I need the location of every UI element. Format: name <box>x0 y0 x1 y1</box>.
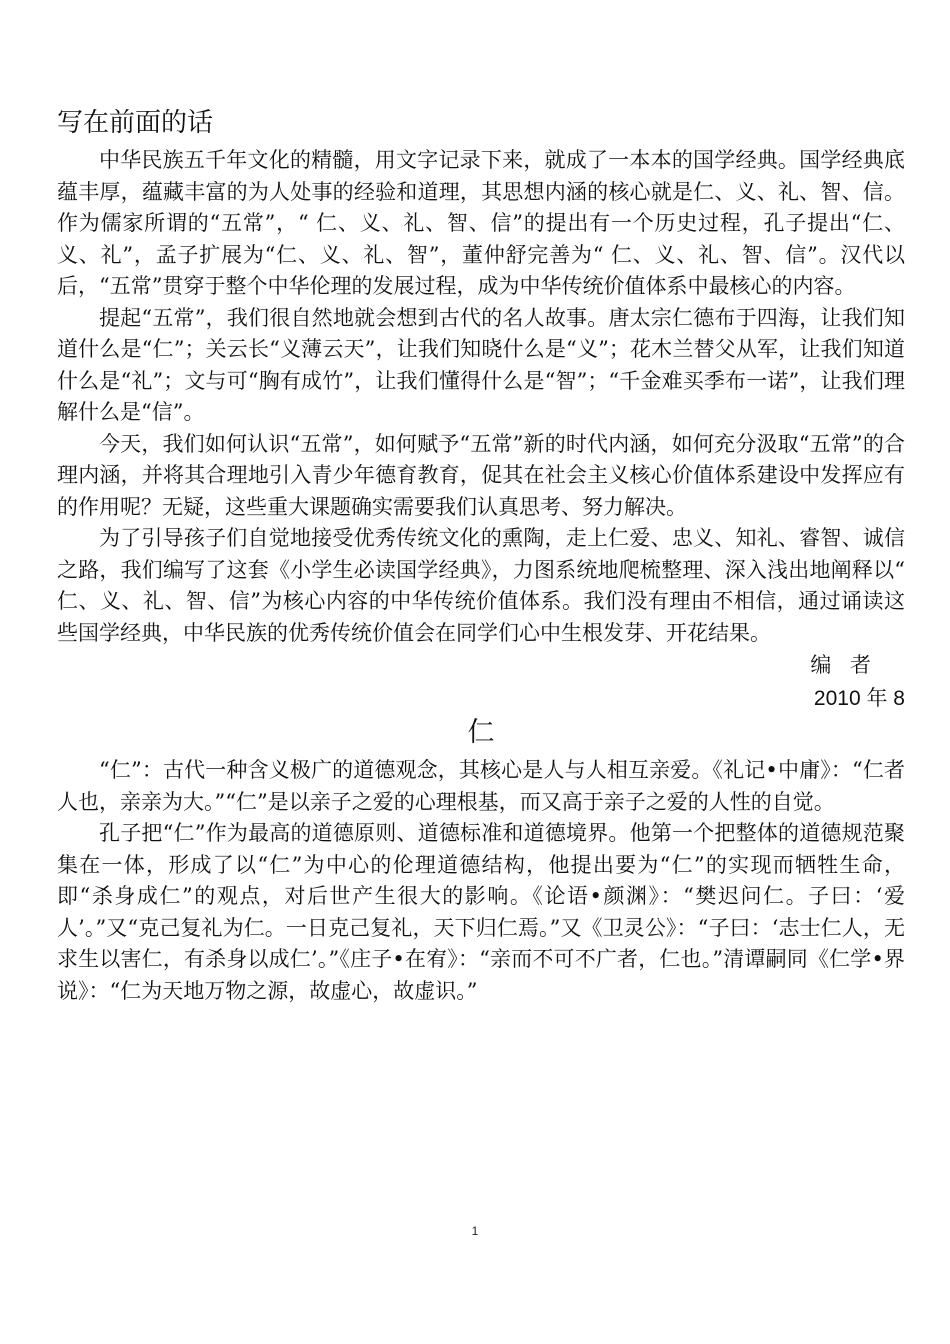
page-number: 1 <box>471 1224 479 1238</box>
preface-title: 写在前面的话 <box>57 108 214 138</box>
preface-paragraph: 提起“五常”，我们很自然地就会想到古代的名人故事。唐太宗仁德布于四海，让我们知道什么是“仁”；关云长“义薄云天”，让我们知晓什么是“义”；花木兰替父从军，让我们知道什么是“礼”；文与可“胸有成竹”，让我们懂得什么是“智”；“千金难买季布一诺”，让我们理解什么是“信”。 <box>57 305 905 424</box>
preface-date: 2010 年 8 <box>813 687 905 710</box>
preface-signature: 编 者 <box>810 653 877 677</box>
page-content <box>57 103 905 1007</box>
section-paragraph: 孔子把“仁”作为最高的道德原则、道德标准和道德境界。他第一个把整体的道德规范聚集在一体，形成了以“仁”为中心的伦理道德结构，他提出要为“仁”的实现而牺牲生命，即“杀身成仁”的观点，对后世产生很大的影响。《论语•颜渊》：“樊迟问仁。子曰：‘爱人’。”又“克己复礼为仁。一日克己复礼，天下归仁焉。”又《卫灵公》：“子曰：‘志士仁人，无求生以害仁，有杀身以成仁’。”《庄子•在宥》：“亲而不可不广者，仁也。”清谭嗣同《仁学•界说》：“仁为天地万物之源，故虚心，故虚识。” <box>57 821 905 1003</box>
section-paragraph: “仁”：古代一种含义极广的道德观念，其核心是人与人相互亲爱。《礼记•中庸》：“仁者人也，亲亲为大。”“仁”是以亲子之爱的心理根基，而又高于亲子之爱的人性的自觉。 <box>57 758 905 814</box>
section-title: 仁 <box>467 717 495 748</box>
preface-paragraph: 为了引导孩子们自觉地接受优秀传统文化的熏陶，走上仁爱、忠义、知礼、睿智、诚信之路，我们编写了这套《小学生必读国学经典》，力图系统地爬梳整理、深入浅出地阐释以“ 仁、义、礼、智、信”为核心内容的中华传统价值体系。我们没有理由不相信，通过诵读这些国学经典，中华民族的优秀传统价值会在同学们心中生根发芽、开花结果。 <box>57 526 905 645</box>
preface-paragraph: 今天，我们如何认识“五常”，如何赋予“五常”新的时代内涵，如何充分汲取“五常”的合理内涵，并将其合理地引入青少年德育教育，促其在社会主义核心价值体系建设中发挥应有的作用呢？无疑，这些重大课题确实需要我们认真思考、努力解决。 <box>57 431 905 519</box>
preface-paragraph: 中华民族五千年文化的精髓，用文字记录下来，就成了一本本的国学经典。国学经典底蕴丰厚，蕴藏丰富的为人处事的经验和道理，其思想内涵的核心就是仁、义、礼、智、信。作为儒家所谓的“五常”，“ 仁、义、礼、智、信”的提出有一个历史过程，孔子提出“仁、义、礼”，孟子扩展为“仁、义、礼、智”，董仲舒完善为“ 仁、义、礼、智、信”。汉代以后，“五常”贯穿于整个中华伦理的发展过程，成为中华传统价值体系中最核心的内容。 <box>57 148 905 298</box>
